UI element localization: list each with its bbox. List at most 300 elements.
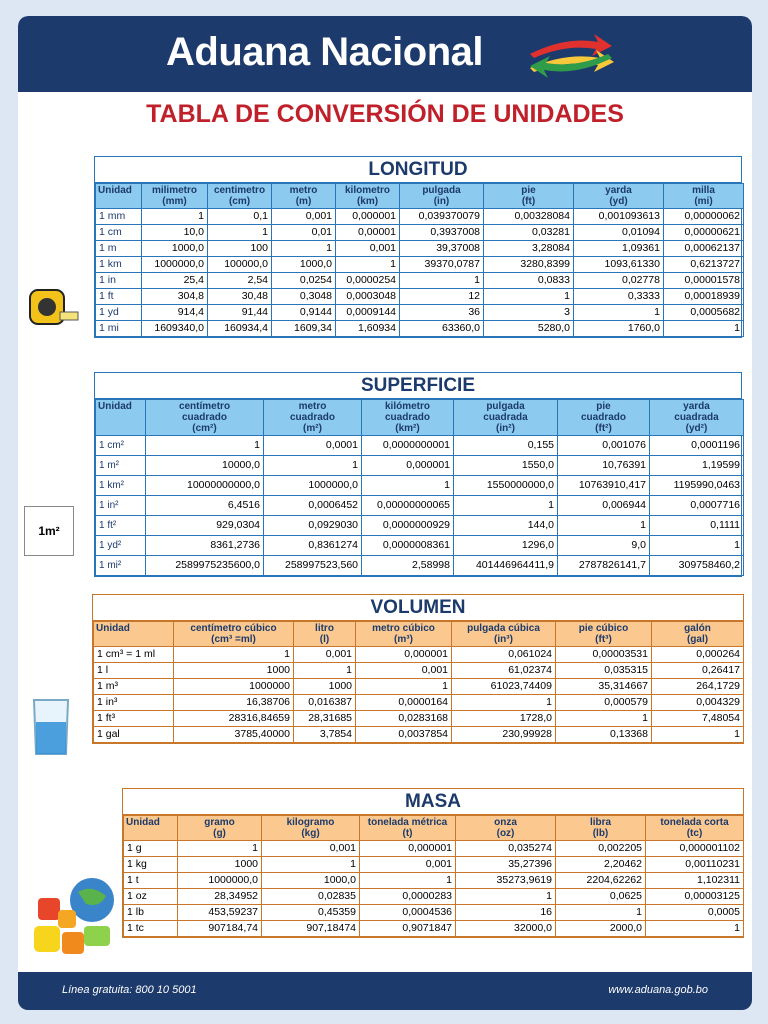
value-cell: 0,016387 [294,695,356,711]
value-cell: 0,01 [272,225,336,241]
value-cell: 1,60934 [336,321,400,337]
volumen-header-4: pulgada cúbica (in³) [452,622,556,647]
toll-free-line: Línea gratuita: 800 10 5001 [62,984,197,996]
value-cell: 91,44 [208,305,272,321]
table-row [96,496,744,516]
value-cell: 0,03281 [484,225,574,241]
value-cell: 144,0 [454,516,558,536]
value-cell: 1 [208,225,272,241]
superficie-header-0: Unidad [96,400,146,436]
value-cell: 1 [454,496,558,516]
value-cell: 0,9144 [272,305,336,321]
volumen-table [93,621,744,743]
value-cell: 0,3048 [272,289,336,305]
longitud-header-0: Unidad [96,184,142,209]
value-cell: 0,3333 [574,289,664,305]
superficie-caption: SUPERFICIE [95,373,741,399]
masa-header-2: kilogramo (kg) [262,816,360,841]
unit-symbol: in² [104,500,119,511]
value-cell: 1 [484,289,574,305]
value-cell: 1000000,0 [142,257,208,273]
value-cell: 0,13368 [556,727,652,743]
table-row [96,456,744,476]
value-cell: 7,48054 [652,711,744,727]
table-row [96,209,744,225]
superficie-header-4: pulgada cuadrada (in²) [454,400,558,436]
unit-cell: 1 mm [96,209,142,225]
value-cell: 16,38706 [174,695,294,711]
table-row [96,516,744,536]
longitud-header-4: kilometro (km) [336,184,400,209]
website-link[interactable]: www.aduana.gob.bo [608,984,708,996]
value-cell: 63360,0 [400,321,484,337]
value-cell: 0,0004536 [360,905,456,921]
brand-name: Aduana Nacional [166,30,484,74]
conversion-sheet [18,16,752,1010]
value-cell: 3,7854 [294,727,356,743]
value-cell: 1 [452,695,556,711]
value-cell: 35273,9619 [456,873,556,889]
longitud-header-1: milimetro (mm) [142,184,208,209]
value-cell: 10763910,417 [558,476,650,496]
table-row [96,289,744,305]
unit-cell: 1 m³ [94,679,174,695]
unit-quantity: 1 [99,440,105,451]
longitud-header-3: metro (m) [272,184,336,209]
value-cell: 0,00018939 [664,289,744,305]
value-cell: 0,0929030 [264,516,362,536]
superficie-header-3: kilómetro cuadrado (km²) [362,400,454,436]
value-cell: 0,0001196 [650,436,744,456]
superficie-header-2: metro cuadrado (m²) [264,400,362,436]
unit-symbol: km² [104,480,125,491]
value-cell: 0,01094 [574,225,664,241]
value-cell: 100 [208,241,272,257]
value-cell: 0,000001 [336,209,400,225]
value-cell: 2,54 [208,273,272,289]
value-cell: 0,155 [454,436,558,456]
value-cell: 929,0304 [146,516,264,536]
value-cell: 2787826141,7 [558,556,650,576]
value-cell: 230,99928 [452,727,556,743]
value-cell: 1 [650,536,744,556]
value-cell: 0,002205 [556,841,646,857]
value-cell: 1 [556,711,652,727]
unit-symbol: m² [104,460,120,471]
value-cell: 5280,0 [484,321,574,337]
table-row [124,857,744,873]
value-cell: 9,0 [558,536,650,556]
value-cell: 0,001 [356,663,452,679]
value-cell: 914,4 [142,305,208,321]
weights-icon [22,874,122,966]
volumen-caption: VOLUMEN [93,595,743,621]
value-cell: 0,0625 [556,889,646,905]
superficie-header-6: yarda cuadrada (yd²) [650,400,744,436]
value-cell: 1000000,0 [264,476,362,496]
unit-cell: 1 km [96,257,142,273]
value-cell: 0,00062137 [664,241,744,257]
value-cell: 1 [356,679,452,695]
table-row [94,663,744,679]
value-cell: 12 [400,289,484,305]
value-cell: 0,001 [262,841,360,857]
value-cell: 0,02835 [262,889,360,905]
value-cell: 3 [484,305,574,321]
table-row [96,321,744,337]
square-meter-figure [24,506,74,556]
value-cell: 0,001 [294,647,356,663]
value-cell: 1 [400,273,484,289]
unit-symbol: cm² [104,440,125,451]
table-row [96,257,744,273]
value-cell: 0,0009144 [336,305,400,321]
value-cell: 3280,8399 [484,257,574,273]
value-cell: 453,59237 [178,905,262,921]
value-cell: 8361,2736 [146,536,264,556]
unit-cell: 1 l [94,663,174,679]
value-cell: 0,000264 [652,647,744,663]
value-cell: 28,31685 [294,711,356,727]
value-cell: 0,001 [360,857,456,873]
value-cell: 309758460,2 [650,556,744,576]
value-cell: 1000,0 [272,257,336,273]
value-cell: 0,00003125 [646,889,744,905]
unit-quantity: 1 [99,540,105,551]
value-cell: 1 [262,857,360,873]
value-cell: 30,48 [208,289,272,305]
value-cell: 0,00000621 [664,225,744,241]
value-cell: 0,0006452 [264,496,362,516]
table-row [94,727,744,743]
unit-symbol: mi² [104,560,122,571]
unit-quantity: 1 [99,480,105,491]
table-row [94,647,744,663]
unit-cell: 1 oz [124,889,178,905]
value-cell: 0,000001 [356,647,452,663]
value-cell: 10,76391 [558,456,650,476]
volumen-table-block [92,594,744,744]
value-cell: 2,58998 [362,556,454,576]
table-row [124,905,744,921]
value-cell: 1760,0 [574,321,664,337]
volumen-header-3: metro cúbico (m³) [356,622,452,647]
value-cell: 1,19599 [650,456,744,476]
table-row [96,436,744,456]
value-cell: 0,00328084 [484,209,574,225]
value-cell: 36 [400,305,484,321]
value-cell: 0,006944 [558,496,650,516]
table-row [124,873,744,889]
value-cell: 0,26417 [652,663,744,679]
unit-cell: 1 cm³ = 1 ml [94,647,174,663]
unit-cell: 1 m [96,241,142,257]
value-cell: 6,4516 [146,496,264,516]
value-cell: 0,6213727 [664,257,744,273]
value-cell: 0,000001 [360,841,456,857]
value-cell: 32000,0 [456,921,556,937]
value-cell: 264,1729 [652,679,744,695]
value-cell: 0,039370079 [400,209,484,225]
value-cell: 1550,0 [454,456,558,476]
beaker-icon [26,696,76,758]
value-cell: 2589975235600,0 [146,556,264,576]
longitud-header-8: milla (mi) [664,184,744,209]
value-cell: 304,8 [142,289,208,305]
value-cell: 1000000,0 [178,873,262,889]
table-row [94,679,744,695]
value-cell: 0,00110231 [646,857,744,873]
value-cell: 1 [142,209,208,225]
unit-cell: 1 g [124,841,178,857]
unit-cell [96,516,146,536]
value-cell: 0,000001 [362,456,454,476]
superficie-table-block [94,372,742,577]
table-row [124,841,744,857]
value-cell: 1 [294,663,356,679]
value-cell: 0,0000164 [356,695,452,711]
table-row [96,556,744,576]
longitud-caption: LONGITUD [95,157,741,183]
value-cell: 0,0283168 [356,711,452,727]
value-cell: 100000,0 [208,257,272,273]
value-cell: 0,0000254 [336,273,400,289]
value-cell: 35,314667 [556,679,652,695]
value-cell: 907184,74 [178,921,262,937]
value-cell: 1,102311 [646,873,744,889]
value-cell: 1609,34 [272,321,336,337]
value-cell: 0,1 [208,209,272,225]
table-row [96,241,744,257]
value-cell: 3785,40000 [174,727,294,743]
unit-cell [96,556,146,576]
value-cell: 0,0833 [484,273,574,289]
value-cell: 1550000000,0 [454,476,558,496]
value-cell: 25,4 [142,273,208,289]
value-cell: 1 [146,436,264,456]
value-cell: 907,18474 [262,921,360,937]
volumen-header-6: galón (gal) [652,622,744,647]
value-cell: 0,0003048 [336,289,400,305]
unit-cell: 1 lb [124,905,178,921]
longitud-header-6: pie (ft) [484,184,574,209]
value-cell: 1 [174,647,294,663]
value-cell: 1 [360,873,456,889]
unit-quantity: 1 [99,500,105,511]
value-cell: 35,27396 [456,857,556,873]
table-row [96,536,744,556]
unit-cell: 1 cm [96,225,142,241]
superficie-table [95,399,744,576]
value-cell: 0,0005 [646,905,744,921]
value-cell: 1000 [174,663,294,679]
value-cell: 0,8361274 [264,536,362,556]
value-cell: 0,00001 [336,225,400,241]
masa-header-6: tonelada corta (tc) [646,816,744,841]
value-cell: 0,0037854 [356,727,452,743]
unit-cell: 1 kg [124,857,178,873]
value-cell: 0,004329 [652,695,744,711]
value-cell: 1093,61330 [574,257,664,273]
table-row [96,273,744,289]
value-cell: 0,0000283 [360,889,456,905]
value-cell: 160934,4 [208,321,272,337]
value-cell: 61,02374 [452,663,556,679]
table-row [94,711,744,727]
unit-cell: 1 mi [96,321,142,337]
unit-cell: 1 tc [124,921,178,937]
unit-cell [96,536,146,556]
value-cell: 61023,74409 [452,679,556,695]
value-cell: 1 [556,905,646,921]
value-cell: 0,1111 [650,516,744,536]
value-cell: 0,45359 [262,905,360,921]
value-cell: 1 [178,841,262,857]
masa-header-4: onza (oz) [456,816,556,841]
longitud-table [95,183,744,337]
value-cell: 16 [456,905,556,921]
unit-cell: 1 in [96,273,142,289]
unit-cell [96,436,146,456]
unit-quantity: 1 [99,520,105,531]
value-cell: 1 [456,889,556,905]
unit-quantity: 1 [99,560,105,571]
value-cell: 1 [664,321,744,337]
value-cell: 1000,0 [262,873,360,889]
value-cell: 1296,0 [454,536,558,556]
value-cell: 0,3937008 [400,225,484,241]
value-cell: 0,00000062 [664,209,744,225]
value-cell: 0,035274 [456,841,556,857]
unit-cell: 1 in³ [94,695,174,711]
value-cell: 1 [264,456,362,476]
value-cell: 1000 [294,679,356,695]
value-cell: 39,37008 [400,241,484,257]
value-cell: 1 [652,727,744,743]
volumen-header-2: litro (l) [294,622,356,647]
value-cell: 28316,84659 [174,711,294,727]
value-cell: 258997523,560 [264,556,362,576]
unit-cell: 1 gal [94,727,174,743]
value-cell: 1 [362,476,454,496]
value-cell: 0,001076 [558,436,650,456]
value-cell: 0,0000000001 [362,436,454,456]
masa-table [123,815,744,937]
value-cell: 2000,0 [556,921,646,937]
value-cell: 0,001 [336,241,400,257]
masa-header-1: gramo (g) [178,816,262,841]
value-cell: 0,0001 [264,436,362,456]
table-row [124,889,744,905]
unit-cell [96,496,146,516]
value-cell: 0,000001102 [646,841,744,857]
value-cell: 1,09361 [574,241,664,257]
value-cell: 1609340,0 [142,321,208,337]
value-cell: 401446964411,9 [454,556,558,576]
value-cell: 0,02778 [574,273,664,289]
superficie-header-5: pie cuadrado (ft²) [558,400,650,436]
unit-cell [96,476,146,496]
table-row [96,476,744,496]
table-row [96,305,744,321]
value-cell: 0,0000000929 [362,516,454,536]
table-row [96,225,744,241]
header-bar [18,16,752,92]
value-cell: 39370,0787 [400,257,484,273]
unit-cell: 1 yd [96,305,142,321]
value-cell: 28,34952 [178,889,262,905]
value-cell: 0,0000008361 [362,536,454,556]
value-cell: 1728,0 [452,711,556,727]
value-cell: 10000000000,0 [146,476,264,496]
masa-header-0: Unidad [124,816,178,841]
table-row [94,695,744,711]
masa-caption: MASA [123,789,743,815]
value-cell: 1000,0 [142,241,208,257]
volumen-header-1: centímetro cúbico (cm³ =ml) [174,622,294,647]
unit-cell: 1 t [124,873,178,889]
unit-quantity: 1 [99,460,105,471]
unit-cell: 1 ft [96,289,142,305]
page-title: TABLA DE CONVERSIÓN DE UNIDADES [146,100,624,128]
value-cell: 0,001 [272,209,336,225]
value-cell: 0,0254 [272,273,336,289]
value-cell: 1 [272,241,336,257]
table-row [124,921,744,937]
value-cell: 1000 [178,857,262,873]
value-cell: 1000000 [174,679,294,695]
value-cell: 10000,0 [146,456,264,476]
longitud-header-5: pulgada (in) [400,184,484,209]
value-cell: 3,28084 [484,241,574,257]
superficie-header-1: centímetro cuadrado (cm²) [146,400,264,436]
value-cell: 1195990,0463 [650,476,744,496]
value-cell: 2204,62262 [556,873,646,889]
value-cell: 2,20462 [556,857,646,873]
volumen-header-5: pie cúbico (ft³) [556,622,652,647]
value-cell: 0,00003531 [556,647,652,663]
value-cell: 0,001093613 [574,209,664,225]
value-cell: 1 [336,257,400,273]
value-cell: 0,061024 [452,647,556,663]
longitud-header-2: centimetro (cm) [208,184,272,209]
tape-measure-icon [22,282,80,338]
unit-symbol: ft² [104,520,117,531]
square-meter-label: 1m² [38,524,60,538]
masa-table-block [122,788,744,938]
value-cell: 1 [558,516,650,536]
unit-cell [96,456,146,476]
unit-symbol: yd² [104,540,122,551]
longitud-table-block [94,156,742,338]
value-cell: 0,00000000065 [362,496,454,516]
value-cell: 1 [574,305,664,321]
value-cell: 0,0005682 [664,305,744,321]
masa-header-5: libra (lb) [556,816,646,841]
value-cell: 0,9071847 [360,921,456,937]
value-cell: 0,00001578 [664,273,744,289]
footer-bar [18,972,752,1010]
longitud-header-7: yarda (yd) [574,184,664,209]
logo-arrows-icon [526,28,616,84]
masa-header-3: tonelada métrica (t) [360,816,456,841]
volumen-header-0: Unidad [94,622,174,647]
value-cell: 0,035315 [556,663,652,679]
value-cell: 1 [646,921,744,937]
value-cell: 10,0 [142,225,208,241]
value-cell: 0,0007716 [650,496,744,516]
unit-cell: 1 ft³ [94,711,174,727]
